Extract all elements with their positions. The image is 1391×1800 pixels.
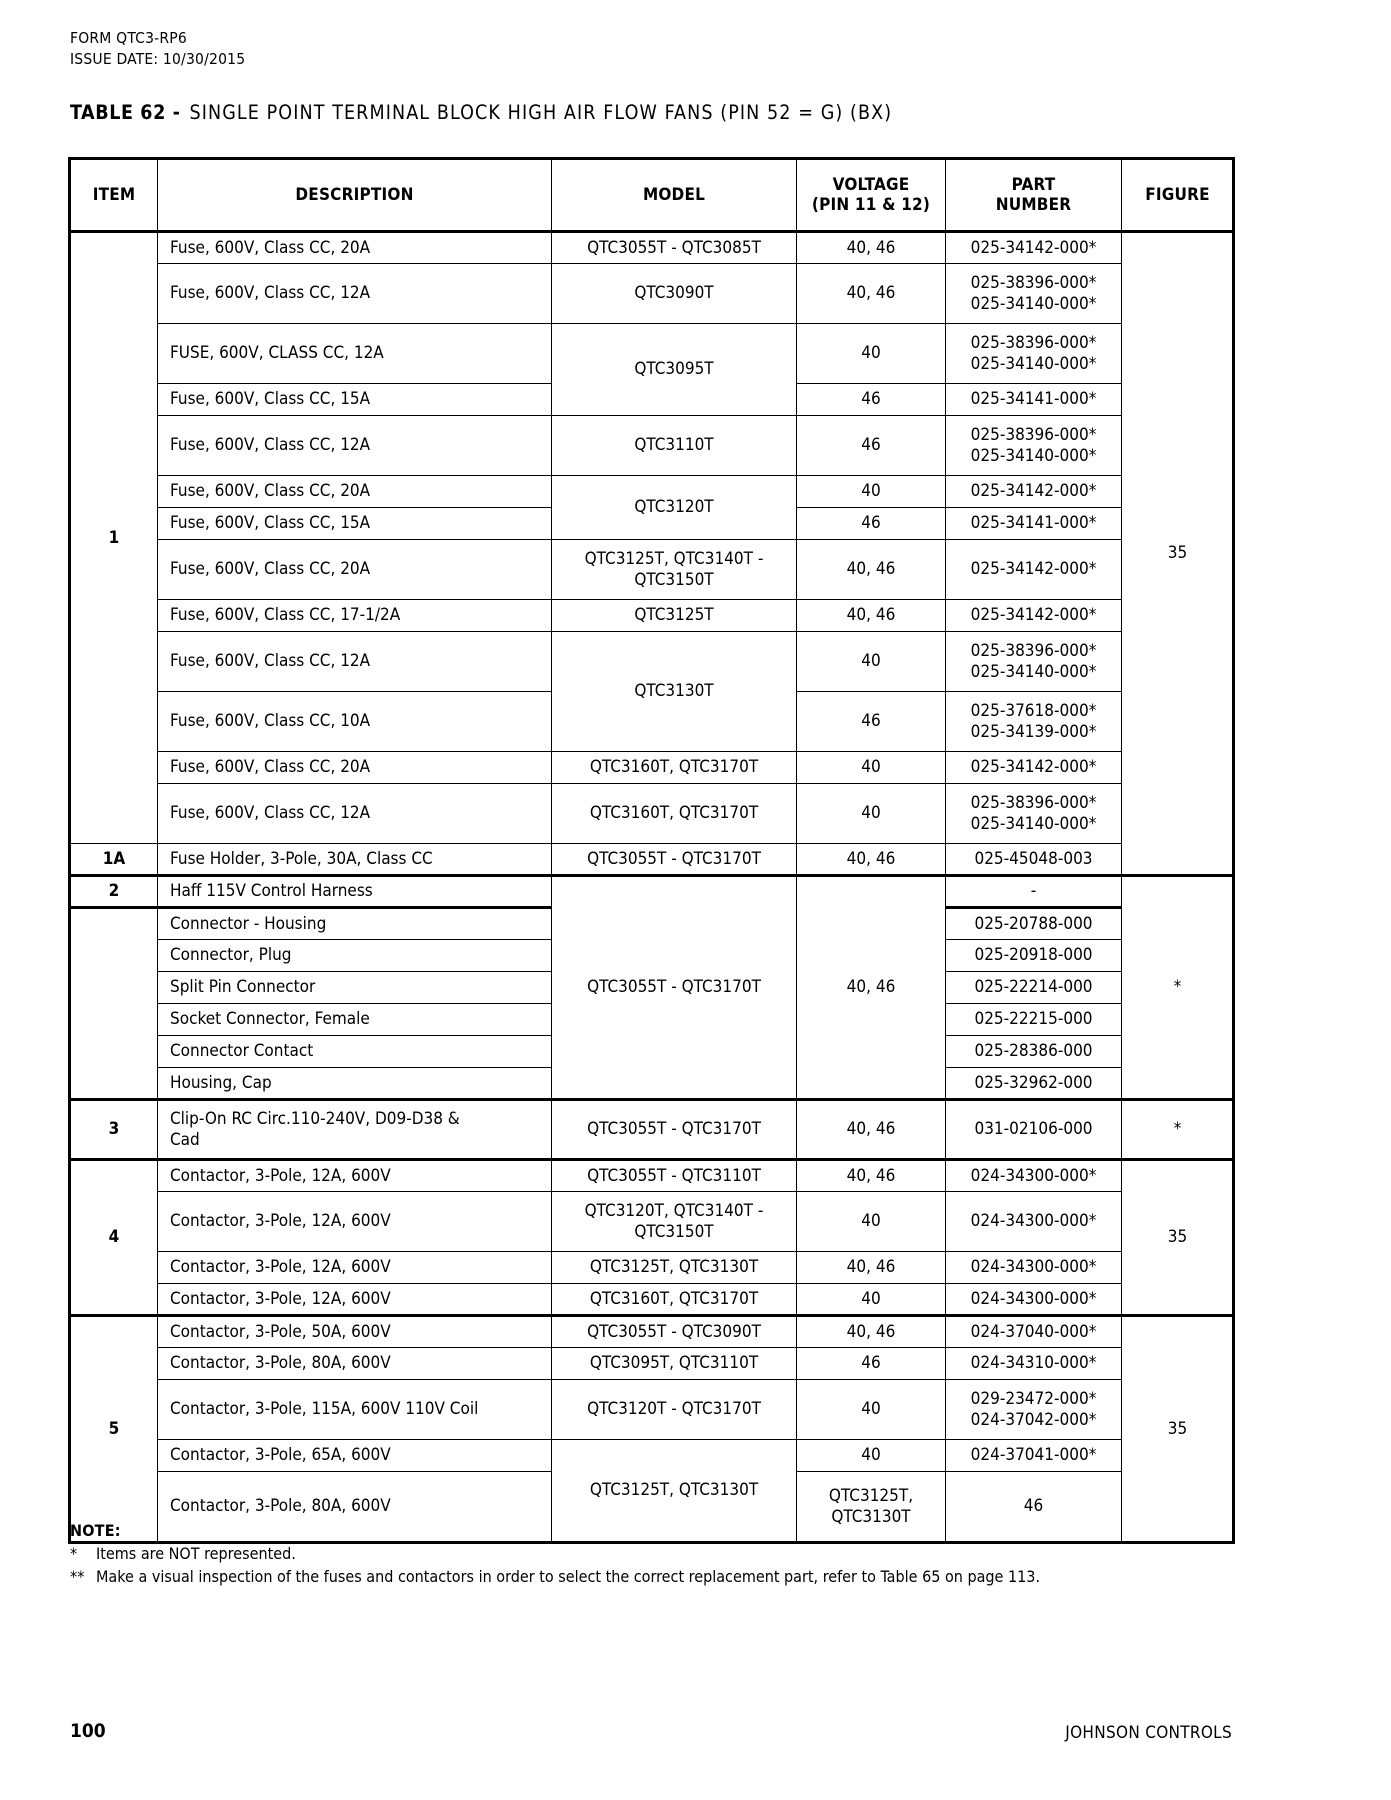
column-header-item: ITEM xyxy=(70,159,158,232)
note-item xyxy=(70,1565,1250,1588)
part-cell: 025-34141-000* xyxy=(946,384,1122,416)
part-cell: 024-37041-000* xyxy=(946,1440,1122,1472)
volt-cell: 46 xyxy=(797,416,946,476)
fig-cell: 35 xyxy=(1122,232,1234,876)
part-cell: 025-22214-000 xyxy=(946,972,1122,1004)
desc-cell: Fuse, 600V, Class CC, 20A xyxy=(158,232,552,264)
volt-cell: 40, 46 xyxy=(797,540,946,600)
table-row xyxy=(70,324,1234,384)
model-cell: QTC3160T, QTC3170T xyxy=(552,1284,797,1316)
volt-cell: 46 xyxy=(946,1472,1122,1543)
table-row xyxy=(70,1440,1234,1472)
table-title-text: SINGLE POINT TERMINAL BLOCK HIGH AIR FLOW FANS (PIN 52 = G) (BX) xyxy=(189,101,893,124)
desc-cell: Contactor, 3-Pole, 80A, 600V xyxy=(158,1348,552,1380)
part-cell: 025-34141-000* xyxy=(946,508,1122,540)
volt-cell: 40, 46 xyxy=(797,232,946,264)
model-cell: QTC3095T, QTC3110T xyxy=(552,1348,797,1380)
model-cell: QTC3055T - QTC3170T xyxy=(552,1100,797,1160)
table-row xyxy=(70,264,1234,324)
part-cell: 025-38396-000* 025-34140-000* xyxy=(946,784,1122,844)
volt-cell: 40, 46 xyxy=(797,876,946,1100)
model-cell: QTC3125T, QTC3140T - QTC3150T xyxy=(552,540,797,600)
desc-cell: Fuse, 600V, Class CC, 12A xyxy=(158,632,552,692)
model-cell: QTC3160T, QTC3170T xyxy=(552,784,797,844)
part-cell: 025-20918-000 xyxy=(946,940,1122,972)
part-cell: 025-38396-000* 025-34140-000* xyxy=(946,416,1122,476)
part-cell: 025-28386-000 xyxy=(946,1036,1122,1068)
desc-cell: Fuse, 600V, Class CC, 15A xyxy=(158,508,552,540)
volt-cell: 40, 46 xyxy=(797,1160,946,1192)
desc-cell: Contactor, 3-Pole, 12A, 600V xyxy=(158,1160,552,1192)
column-header-part: PART NUMBER xyxy=(946,159,1122,232)
model-cell: QTC3125T, QTC3130T xyxy=(797,1472,946,1543)
model-cell: QTC3110T xyxy=(552,416,797,476)
table-row xyxy=(70,1100,1234,1160)
table-row xyxy=(70,1252,1234,1284)
note-text: Items are NOT represented. xyxy=(96,1544,296,1563)
model-cell: QTC3090T xyxy=(552,264,797,324)
volt-cell: 40, 46 xyxy=(797,264,946,324)
part-cell: 024-34300-000* xyxy=(946,1252,1122,1284)
form-number: FORM QTC3-RP6 xyxy=(70,29,187,47)
desc-cell: Housing, Cap xyxy=(158,1068,552,1100)
table-row xyxy=(70,1348,1234,1380)
model-cell: QTC3130T xyxy=(552,632,797,752)
desc-cell: Haff 115V Control Harness xyxy=(158,876,552,908)
model-cell: QTC3120T, QTC3140T - QTC3150T xyxy=(552,1192,797,1252)
part-cell: 025-20788-000 xyxy=(946,908,1122,940)
item-cell: 1A xyxy=(70,844,158,876)
table-row xyxy=(70,232,1234,264)
volt-cell: 40 xyxy=(797,632,946,692)
desc-cell: Connector, Plug xyxy=(158,940,552,972)
model-cell: QTC3125T, QTC3130T xyxy=(552,1252,797,1284)
item-cell xyxy=(70,908,158,1100)
desc-cell: Contactor, 3-Pole, 12A, 600V xyxy=(158,1252,552,1284)
part-cell: 025-45048-003 xyxy=(946,844,1122,876)
part-cell: 029-23472-000* 024-37042-000* xyxy=(946,1380,1122,1440)
desc-cell: Contactor, 3-Pole, 12A, 600V xyxy=(158,1192,552,1252)
item-cell: 5 xyxy=(70,1316,158,1543)
model-cell: QTC3120T - QTC3170T xyxy=(552,1380,797,1440)
item-cell: 3 xyxy=(70,1100,158,1160)
table-row xyxy=(70,416,1234,476)
part-cell: 025-38396-000* 025-34140-000* xyxy=(946,324,1122,384)
volt-cell: 46 xyxy=(797,384,946,416)
table-row xyxy=(70,752,1234,784)
part-cell: 024-37040-000* xyxy=(946,1316,1122,1348)
note-marker: ** xyxy=(70,1567,85,1586)
volt-cell: 40, 46 xyxy=(797,600,946,632)
desc-cell: Fuse, 600V, Class CC, 12A xyxy=(158,264,552,324)
model-cell: QTC3055T - QTC3170T xyxy=(552,876,797,1100)
part-cell: 031-02106-000 xyxy=(946,1100,1122,1160)
desc-cell: Connector Contact xyxy=(158,1036,552,1068)
part-cell: 025-37618-000* 025-34139-000* xyxy=(946,692,1122,752)
desc-cell: Fuse, 600V, Class CC, 20A xyxy=(158,752,552,784)
volt-cell: 40 xyxy=(797,1440,946,1472)
fig-cell: * xyxy=(1122,876,1234,1100)
item-cell: 2 xyxy=(70,876,158,908)
issue-date: ISSUE DATE: 10/30/2015 xyxy=(70,50,246,68)
note-label: NOTE: xyxy=(70,1521,121,1540)
volt-cell: 40 xyxy=(797,476,946,508)
volt-cell: 46 xyxy=(797,692,946,752)
table-row xyxy=(70,1284,1234,1316)
part-cell: 025-38396-000* 025-34140-000* xyxy=(946,632,1122,692)
table-row xyxy=(70,632,1234,692)
table-row xyxy=(70,476,1234,508)
desc-cell: Fuse, 600V, Class CC, 17-1/2A xyxy=(158,600,552,632)
part-cell: 024-34310-000* xyxy=(946,1348,1122,1380)
table-row xyxy=(70,1316,1234,1348)
desc-cell: Socket Connector, Female xyxy=(158,1004,552,1036)
note-block xyxy=(70,1519,1250,1588)
volt-cell: 40 xyxy=(797,1284,946,1316)
note-item xyxy=(70,1542,1250,1565)
parts-table xyxy=(68,157,1235,1544)
desc-cell: Contactor, 3-Pole, 65A, 600V xyxy=(158,1440,552,1472)
header-row xyxy=(70,159,1234,232)
part-cell: 025-22215-000 xyxy=(946,1004,1122,1036)
desc-cell: Clip-On RC Circ.110-240V, D09-D38 & Cad xyxy=(158,1100,552,1160)
model-cell: QTC3055T - QTC3170T xyxy=(552,844,797,876)
model-cell: QTC3095T xyxy=(552,324,797,416)
note-marker: * xyxy=(70,1544,78,1563)
model-cell: QTC3120T xyxy=(552,476,797,540)
model-cell: QTC3125T xyxy=(552,600,797,632)
table-row xyxy=(70,784,1234,844)
model-cell: QTC3055T - QTC3085T xyxy=(552,232,797,264)
desc-cell: Split Pin Connector xyxy=(158,972,552,1004)
model-cell: QTC3055T - QTC3110T xyxy=(552,1160,797,1192)
part-cell: 024-34300-000* xyxy=(946,1284,1122,1316)
volt-cell: 46 xyxy=(797,1348,946,1380)
volt-cell: 46 xyxy=(797,508,946,540)
part-cell: 025-34142-000* xyxy=(946,232,1122,264)
part-cell: 025-34142-000* xyxy=(946,600,1122,632)
table-row xyxy=(70,1160,1234,1192)
table-number: TABLE 62 - xyxy=(70,101,181,124)
desc-cell: Fuse Holder, 3-Pole, 30A, Class CC xyxy=(158,844,552,876)
part-cell: 024-34300-000* xyxy=(946,1160,1122,1192)
volt-cell: 40, 46 xyxy=(797,1252,946,1284)
volt-cell: 40, 46 xyxy=(797,1316,946,1348)
note-text: Make a visual inspection of the fuses and contactors in order to select the correct replacement part, refer to Table 65 on page 113. xyxy=(96,1567,1041,1586)
column-header-model: MODEL xyxy=(552,159,797,232)
volt-cell: 40 xyxy=(797,752,946,784)
table-row xyxy=(70,876,1234,908)
table-title xyxy=(70,101,892,124)
volt-cell: 40 xyxy=(797,784,946,844)
column-header-fig: FIGURE xyxy=(1122,159,1234,232)
volt-cell: 40 xyxy=(797,324,946,384)
table-row xyxy=(70,1380,1234,1440)
table-row xyxy=(70,540,1234,600)
volt-cell: 40, 46 xyxy=(797,844,946,876)
volt-cell: 40, 46 xyxy=(797,1100,946,1160)
item-cell: 1 xyxy=(70,232,158,844)
desc-cell: Fuse, 600V, Class CC, 20A xyxy=(158,476,552,508)
fig-cell: 35 xyxy=(1122,1316,1234,1543)
desc-cell: Fuse, 600V, Class CC, 20A xyxy=(158,540,552,600)
model-cell: QTC3125T, QTC3130T xyxy=(552,1440,797,1543)
desc-cell: Contactor, 3-Pole, 80A, 600V xyxy=(158,1472,552,1543)
fig-cell: 35 xyxy=(1122,1160,1234,1316)
part-cell: 025-34142-000* xyxy=(946,752,1122,784)
table-row xyxy=(70,844,1234,876)
fig-cell: * xyxy=(1122,1100,1234,1160)
column-header-volt: VOLTAGE (PIN 11 & 12) xyxy=(797,159,946,232)
part-cell: 024-34300-000* xyxy=(946,1192,1122,1252)
model-cell: QTC3160T, QTC3170T xyxy=(552,752,797,784)
table-row xyxy=(70,600,1234,632)
document-header xyxy=(70,28,245,70)
volt-cell: 40 xyxy=(797,1192,946,1252)
desc-cell: Fuse, 600V, Class CC, 12A xyxy=(158,784,552,844)
desc-cell: Contactor, 3-Pole, 115A, 600V 110V Coil xyxy=(158,1380,552,1440)
page-number: 100 xyxy=(70,1720,106,1742)
table-row xyxy=(70,1192,1234,1252)
model-cell: QTC3055T - QTC3090T xyxy=(552,1316,797,1348)
desc-cell: Fuse, 600V, Class CC, 12A xyxy=(158,416,552,476)
part-cell: 025-34142-000* xyxy=(946,540,1122,600)
part-cell: 025-38396-000* 025-34140-000* xyxy=(946,264,1122,324)
part-cell: - xyxy=(946,876,1122,908)
desc-cell: Connector - Housing xyxy=(158,908,552,940)
volt-cell: 40 xyxy=(797,1380,946,1440)
part-cell: 025-34142-000* xyxy=(946,476,1122,508)
column-header-desc: DESCRIPTION xyxy=(158,159,552,232)
desc-cell: Fuse, 600V, Class CC, 15A xyxy=(158,384,552,416)
desc-cell: Contactor, 3-Pole, 12A, 600V xyxy=(158,1284,552,1316)
desc-cell: Fuse, 600V, Class CC, 10A xyxy=(158,692,552,752)
desc-cell: Contactor, 3-Pole, 50A, 600V xyxy=(158,1316,552,1348)
desc-cell: FUSE, 600V, CLASS CC, 12A xyxy=(158,324,552,384)
company-name: JOHNSON CONTROLS xyxy=(1065,1723,1232,1743)
part-cell: 025-32962-000 xyxy=(946,1068,1122,1100)
item-cell: 4 xyxy=(70,1160,158,1316)
